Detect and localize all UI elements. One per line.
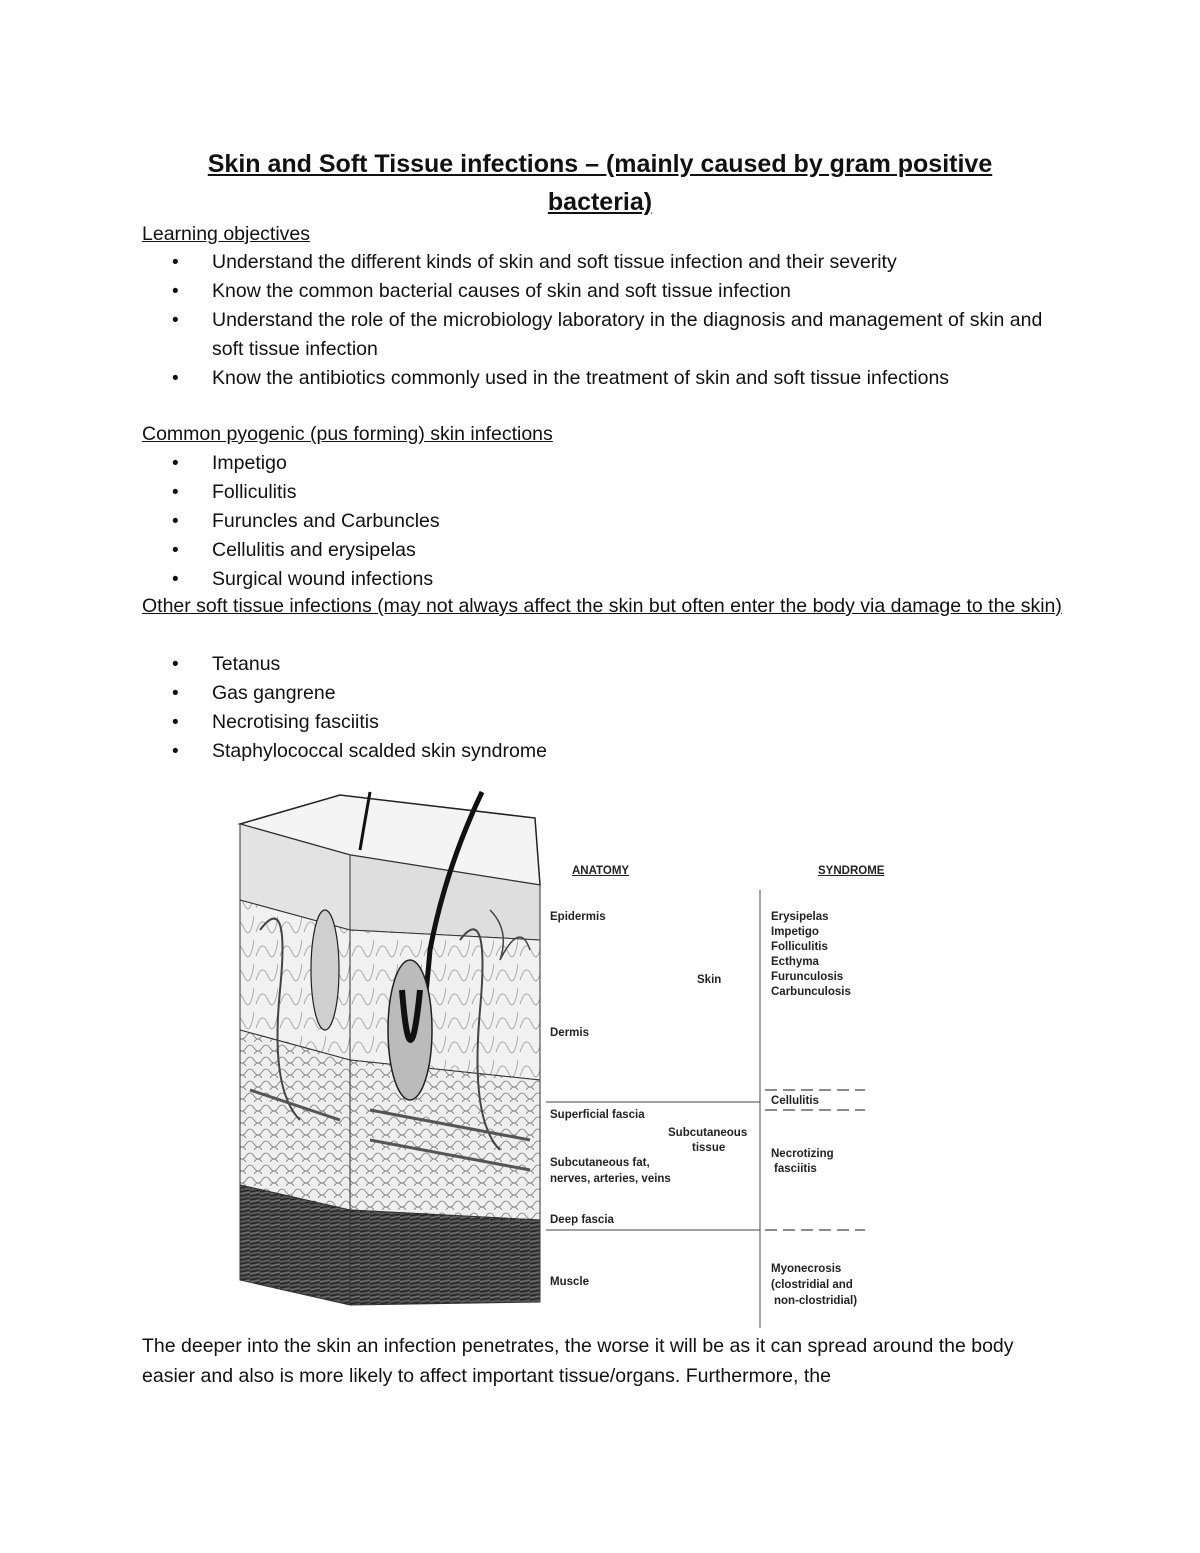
- skin-anatomy-figure: [230, 790, 885, 1330]
- other-infections-heading: Other soft tissue infections (may not always affect the skin but often enter the body via damage to the skin): [142, 595, 1062, 617]
- syndrome-skin-4: Furunculosis: [771, 971, 844, 983]
- syndrome-skin-2: Folliculitis: [771, 941, 828, 953]
- bullet-icon: •: [172, 569, 179, 590]
- syndrome-header: SYNDROME: [818, 865, 885, 877]
- syndrome-myonecrosis-3: non-clostridial): [774, 1295, 858, 1307]
- syndrome-skin-5: Carbunculosis: [771, 986, 851, 998]
- list-item: • Understand the different kinds of skin and soft tissue infection and their severity: [142, 248, 1072, 277]
- label-subcutaneous-fat-2: nerves, arteries, veins: [550, 1173, 671, 1185]
- learning-objectives-heading: Learning objectives: [142, 223, 311, 245]
- list-item: • Cellulitis and erysipelas: [142, 536, 1072, 565]
- bullet-icon: •: [172, 540, 179, 561]
- syndrome-necrotizing-1: Necrotizing: [771, 1148, 834, 1160]
- list-item: • Folliculitis: [142, 478, 1072, 507]
- label-superficial-fascia: Superficial fascia: [550, 1109, 645, 1121]
- bullet-icon: •: [172, 741, 179, 762]
- anatomy-header: ANATOMY: [572, 865, 630, 877]
- list-item: • Necrotising fasciitis: [142, 708, 1072, 737]
- bullet-icon: •: [172, 654, 179, 675]
- label-dermis: Dermis: [550, 1027, 589, 1039]
- bullet-icon: •: [172, 683, 179, 704]
- bullet-icon: •: [172, 453, 179, 474]
- syndrome-skin-0: Erysipelas: [771, 911, 829, 923]
- list-item: • Gas gangrene: [142, 679, 1072, 708]
- body-paragraph: The deeper into the skin an infection penetrates, the worse it will be as it can spread around the body easier and also is more likely to affect important tissue/organs. Furthermore, the: [142, 1335, 1014, 1387]
- syndrome-necrotizing-2: fasciitis: [774, 1163, 817, 1175]
- syndrome-myonecrosis-2: (clostridial and: [771, 1279, 853, 1291]
- list-item: • Staphylococcal scalded skin syndrome: [142, 737, 1072, 766]
- list-item: • Surgical wound infections: [142, 565, 1072, 594]
- bullet-icon: •: [172, 310, 179, 331]
- syndrome-skin-3: Ecthyma: [771, 956, 819, 968]
- label-muscle: Muscle: [550, 1276, 589, 1288]
- bullet-icon: •: [172, 482, 179, 503]
- bullet-icon: •: [172, 368, 179, 389]
- syndrome-skin-1: Impetigo: [771, 926, 819, 938]
- label-skin: Skin: [697, 974, 722, 986]
- bullet-icon: •: [172, 712, 179, 733]
- other-infections-list: [142, 650, 1072, 766]
- bullet-icon: •: [172, 511, 179, 532]
- label-epidermis: Epidermis: [550, 911, 606, 923]
- list-item: • Tetanus: [142, 650, 1072, 679]
- label-subcutaneous-tissue-2: tissue: [692, 1142, 726, 1154]
- bullet-icon: •: [172, 252, 179, 273]
- pyogenic-heading: Common pyogenic (pus forming) skin infections: [142, 423, 553, 445]
- syndrome-cellulitis: Cellulitis: [771, 1095, 819, 1107]
- label-deep-fascia: Deep fascia: [550, 1214, 614, 1226]
- list-item: • Know the antibiotics commonly used in the treatment of skin and soft tissue infections: [142, 364, 1072, 393]
- syndrome-myonecrosis-1: Myonecrosis: [771, 1263, 842, 1275]
- list-item: • Know the common bacterial causes of skin and soft tissue infection: [142, 277, 1072, 306]
- page-title: Skin and Soft Tissue infections – (mainly caused by gram positive bacteria): [207, 150, 993, 216]
- bullet-icon: •: [172, 281, 179, 302]
- list-item: • Furuncles and Carbuncles: [142, 507, 1072, 536]
- list-item: • Impetigo: [142, 449, 1072, 478]
- pyogenic-list: [142, 449, 1072, 594]
- learning-objectives-list: [142, 248, 1072, 393]
- skin-cross-section-illustration: [230, 790, 875, 1330]
- label-subcutaneous-fat-1: Subcutaneous fat,: [550, 1157, 650, 1169]
- list-item: • Understand the role of the microbiology laboratory in the diagnosis and management of skin and soft tissue infection: [142, 306, 1072, 364]
- label-subcutaneous-tissue-1: Subcutaneous: [668, 1127, 748, 1139]
